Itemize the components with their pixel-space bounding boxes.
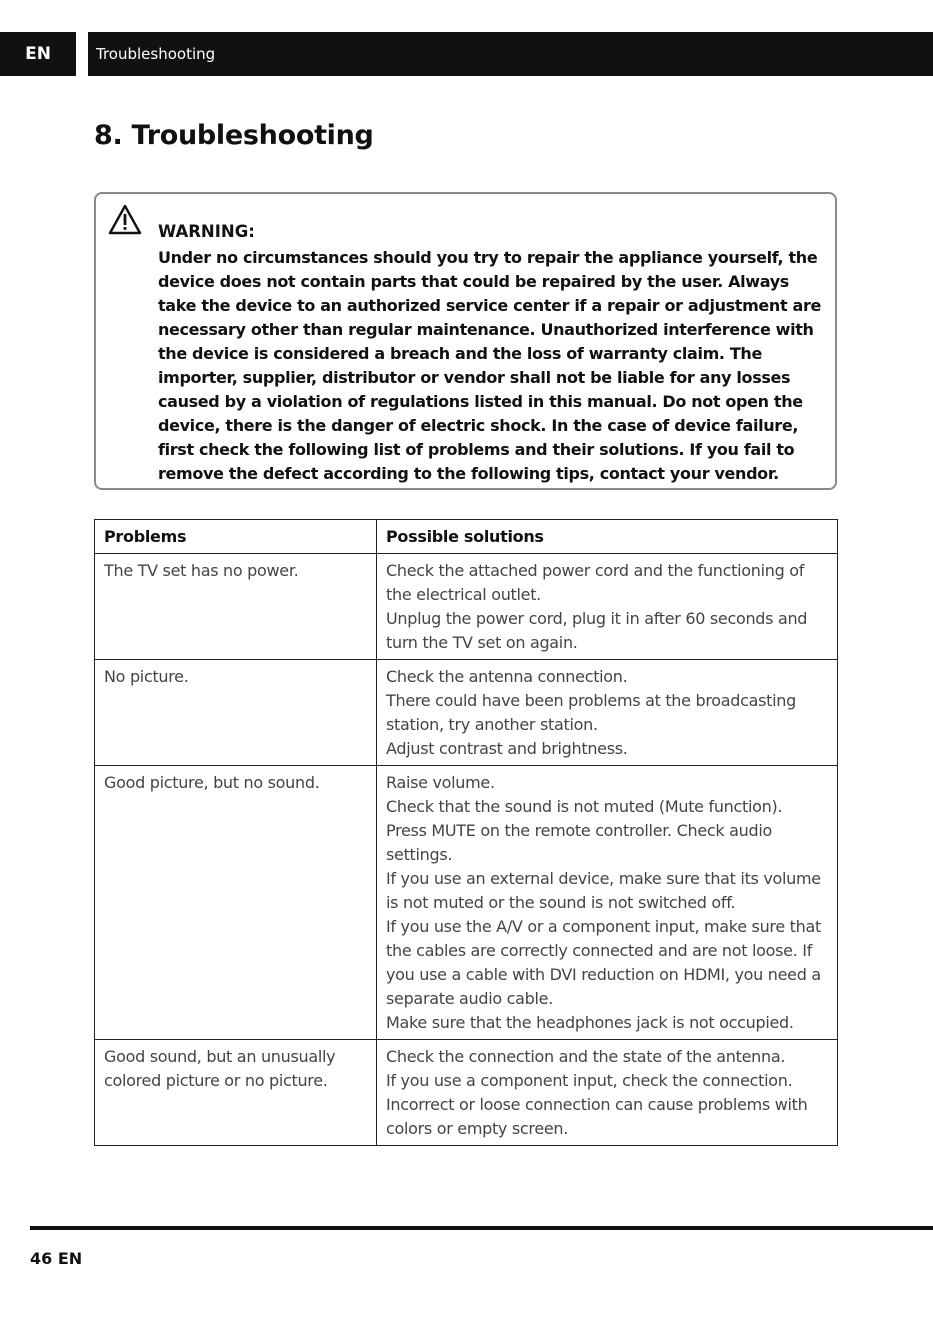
problem-cell: Good picture, but no sound. xyxy=(95,766,377,1040)
solutions-cell xyxy=(377,766,838,1040)
solution-line: Check the antenna connection. xyxy=(386,667,628,686)
solutions-cell xyxy=(377,1040,838,1146)
table-row xyxy=(95,766,838,1040)
solution-line: Check the attached power cord and the functioning of the electrical outlet. xyxy=(386,561,805,604)
table-header-row xyxy=(95,520,838,554)
page-number: 46 EN xyxy=(30,1249,83,1268)
problem-cell: No picture. xyxy=(95,660,377,766)
solution-line: If you use a component input, check the connection. xyxy=(386,1071,793,1090)
solution-line: Incorrect or loose connection can cause problems with colors or empty screen. xyxy=(386,1095,808,1138)
solution-line: Press MUTE on the remote controller. Check audio settings. xyxy=(386,821,772,864)
header-bar xyxy=(0,32,933,76)
solution-line: If you use the A/V or a component input, make sure that the cables are correctly connected and are not loose. If you use a cable with DVI reduction on HDMI, you need a separate audio cable. xyxy=(386,917,821,1008)
solutions-cell xyxy=(377,554,838,660)
table-row xyxy=(95,660,838,766)
solution-line: Make sure that the headphones jack is not occupied. xyxy=(386,1013,794,1032)
warning-label: WARNING: xyxy=(158,222,255,241)
footer-rule xyxy=(30,1226,933,1230)
section-title: Troubleshooting xyxy=(96,45,216,63)
header-solutions: Possible solutions xyxy=(377,520,838,554)
solution-line: Adjust contrast and brightness. xyxy=(386,739,628,758)
problem-cell: The TV set has no power. xyxy=(95,554,377,660)
language-tab: EN xyxy=(0,32,76,76)
solution-line: There could have been problems at the broadcasting station, try another station. xyxy=(386,691,796,734)
solution-line: Check that the sound is not muted (Mute function). xyxy=(386,797,783,816)
troubleshooting-table xyxy=(94,519,838,1146)
solution-line: Raise volume. xyxy=(386,773,495,792)
solution-line: Unplug the power cord, plug it in after 60 seconds and turn the TV set on again. xyxy=(386,609,808,652)
solution-line: Check the connection and the state of the antenna. xyxy=(386,1047,786,1066)
section-title-bar xyxy=(88,32,933,76)
table-row xyxy=(95,554,838,660)
solution-line: If you use an external device, make sure that its volume is not muted or the sound is not switched off. xyxy=(386,869,821,912)
problem-cell: Good sound, but an unusually colored picture or no picture. xyxy=(95,1040,377,1146)
table-row xyxy=(95,1040,838,1146)
solutions-cell xyxy=(377,660,838,766)
warning-text: Under no circumstances should you try to repair the appliance yourself, the device does not contain parts that could be repaired by the user. Always take the device to an authorized service center if a repair or adjustment are necessary other than regular maintenance. Unauthorized interference with the device is considered a breach and the loss of warranty claim. The importer, supplier, distributor or vendor shall not be liable for any losses caused by a violation of regulations listed in this manual. Do not open the device, there is the danger of electric shock. In the case of device failure, first check the following list of problems and their solutions. If you fail to remove the defect according to the following tips, contact your vendor. xyxy=(158,248,821,483)
page-title: 8. Troubleshooting xyxy=(94,120,374,151)
warning-triangle-icon xyxy=(108,204,142,236)
header-problems: Problems xyxy=(95,520,377,554)
warning-box xyxy=(94,192,837,490)
